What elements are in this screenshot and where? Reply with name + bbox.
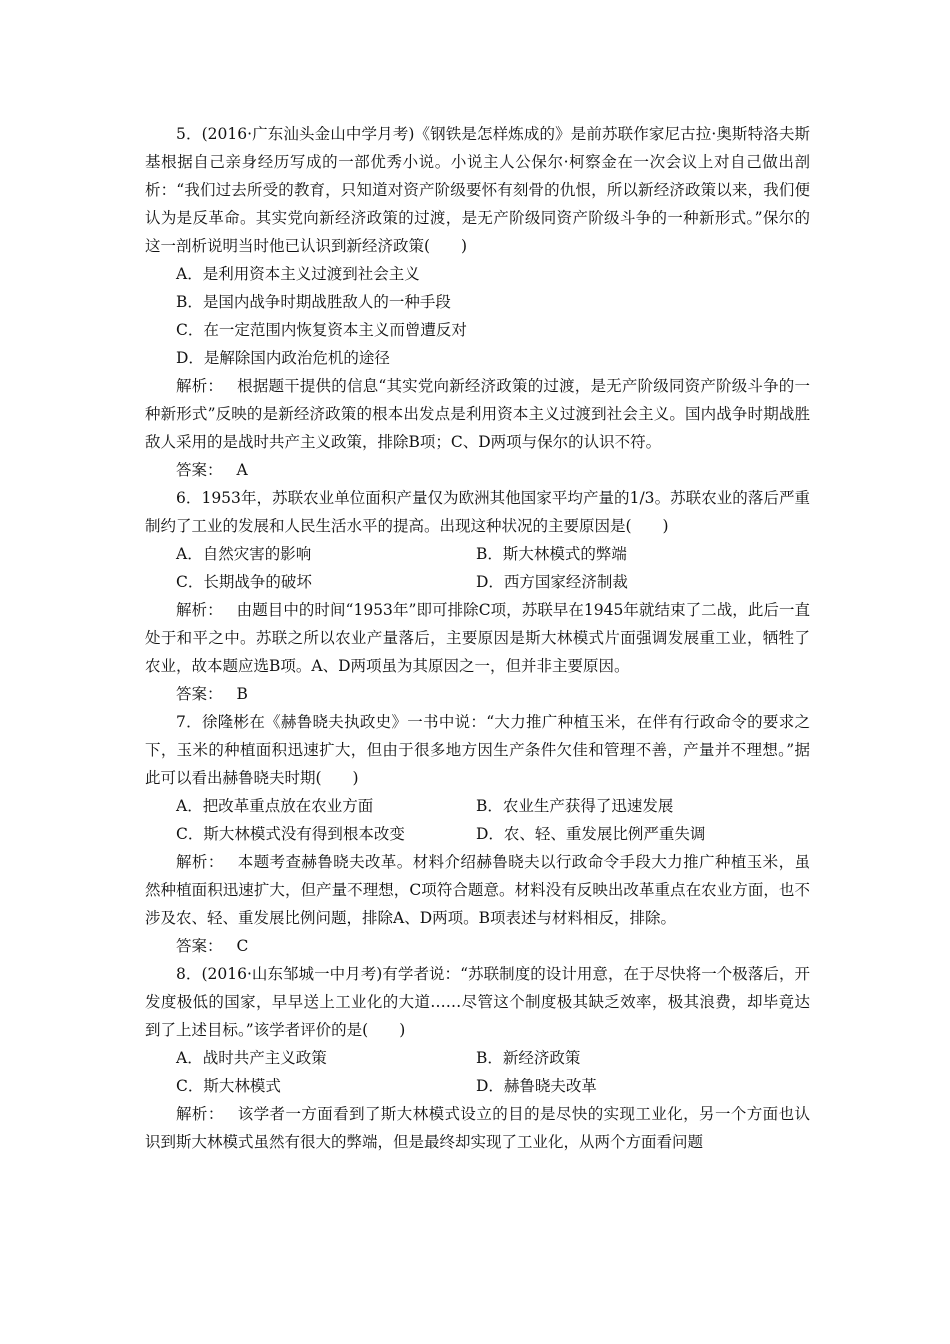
question-8-option-c: C．斯大林模式 (176, 1077, 281, 1095)
question-5-answer (145, 456, 810, 484)
question-5-option-d: D．是解除国内政治危机的途径 (176, 349, 390, 367)
question-7-answer (145, 932, 810, 960)
question-7-stem: 7．徐隆彬在《赫鲁晓夫执政史》一书中说：“大力推广种植玉米，在伴有行政命令的要求之下，玉米的种植面积迅速扩大，但由于很多地方因生产条件欠佳和管理不善，产量并不理想。”据此可以看出赫鲁晓夫时期( ) (145, 713, 810, 787)
question-6-options-row-1 (145, 540, 810, 568)
answer-value: A (236, 461, 248, 479)
analysis-label: 解析： (176, 377, 224, 395)
analysis-text: 由题目中的时间“1953年”即可排除C项，苏联早在1945年就结束了二战，此后一直处于和平之中。苏联之所以农业产量落后，主要原因是斯大林模式片面强调发展重工业，牺牲了农业，故本题应选B项。A、D两项虽为其原因之一，但并非主要原因。 (145, 601, 810, 675)
question-7-analysis (145, 848, 810, 932)
answer-value: C (236, 937, 249, 955)
question-5-analysis (145, 372, 810, 456)
question-5-option-a: A．是利用资本主义过渡到社会主义 (176, 265, 420, 283)
question-6-option-d: D．西方国家经济制裁 (476, 573, 628, 591)
question-8-option-a: A．战时共产主义政策 (176, 1049, 327, 1067)
question-6-option-a: A．自然灾害的影响 (176, 545, 312, 563)
question-5-stem: 5．(2016·广东汕头金山中学月考)《钢铁是怎样炼成的》是前苏联作家尼古拉·奥斯特洛夫斯基根据自己亲身经历写成的一部优秀小说。小说主人公保尔·柯察金在一次会议上对自己做出剖析：“我们过去所受的教育，只知道对资产阶级要怀有刻骨的仇恨，所以新经济政策以来，我们便认为是反革命。其实党向新经济政策的过渡，是无产阶级同资产阶级斗争的一种新形式。”保尔的这一剖析说明当时他已认识到新经济政策( ) (145, 125, 810, 255)
question-6-stem: 6．1953年，苏联农业单位面积产量仅为欧洲其他国家平均产量的1/3。苏联农业的落后严重制约了工业的发展和人民生活水平的提高。出现这种状况的主要原因是( ) (145, 489, 810, 535)
analysis-text: 本题考查赫鲁晓夫改革。材料介绍赫鲁晓夫以行政命令手段大力推广种植玉米，虽然种植面积迅速扩大，但产量不理想，C项符合题意。材料没有反映出改革重点在农业方面，也不涉及农、轻、重发展比例问题，排除A、D两项。B项表述与材料相反，排除。 (145, 853, 810, 927)
question-7-options-row-2 (145, 820, 810, 848)
question-8-option-d: D．赫鲁晓夫改革 (476, 1077, 597, 1095)
analysis-text: 该学者一方面看到了斯大林模式设立的目的是尽快的实现工业化，另一个方面也认识到斯大林模式虽然有很大的弊端，但是最终却实现了工业化，从两个方面看问题 (145, 1105, 810, 1151)
analysis-label: 解析： (176, 853, 224, 871)
answer-label: 答案： (176, 685, 223, 703)
analysis-text: 根据题干提供的信息“其实党向新经济政策的过渡，是无产阶级同资产阶级斗争的一种新形式”反映的是新经济政策的根本出发点是利用资本主义过渡到社会主义。国内战争时期战胜敌人采用的是战时共产主义政策，排除B项；C、D两项与保尔的认识不符。 (145, 377, 810, 451)
answer-value: B (236, 685, 248, 703)
question-8-options-row-2 (145, 1072, 810, 1100)
question-7-options-row-1 (145, 792, 810, 820)
question-7-option-a: A．把改革重点放在农业方面 (176, 797, 374, 815)
analysis-label: 解析： (176, 1105, 224, 1123)
question-6-answer (145, 680, 810, 708)
question-7-option-b: B．农业生产获得了迅速发展 (476, 797, 674, 815)
question-6-option-c: C．长期战争的破坏 (176, 573, 312, 591)
question-5-option-b: B．是国内战争时期战胜敌人的一种手段 (176, 293, 451, 311)
question-6-options-row-2 (145, 568, 810, 596)
question-8-stem: 8．(2016·山东邹城一中月考)有学者说：“苏联制度的设计用意，在于尽快将一个极落后，开发度极低的国家，早早送上工业化的大道……尽管这个制度极其缺乏效率，极其浪费，却毕竟达到了上述目标。”该学者评价的是( ) (145, 965, 810, 1039)
answer-label: 答案： (176, 937, 223, 955)
answer-label: 答案： (176, 461, 223, 479)
question-7-option-c: C．斯大林模式没有得到根本改变 (176, 825, 405, 843)
question-6-option-b: B．斯大林模式的弊端 (476, 545, 627, 563)
question-7-option-d: D．农、轻、重发展比例严重失调 (476, 825, 706, 843)
question-6-analysis (145, 596, 810, 680)
document-page (145, 120, 810, 1156)
analysis-label: 解析： (176, 601, 223, 619)
question-5-option-c: C．在一定范围内恢复资本主义而曾遭反对 (176, 321, 467, 339)
question-8-analysis (145, 1100, 810, 1156)
question-8-option-b: B．新经济政策 (476, 1049, 581, 1067)
question-8-options-row-1 (145, 1044, 810, 1072)
